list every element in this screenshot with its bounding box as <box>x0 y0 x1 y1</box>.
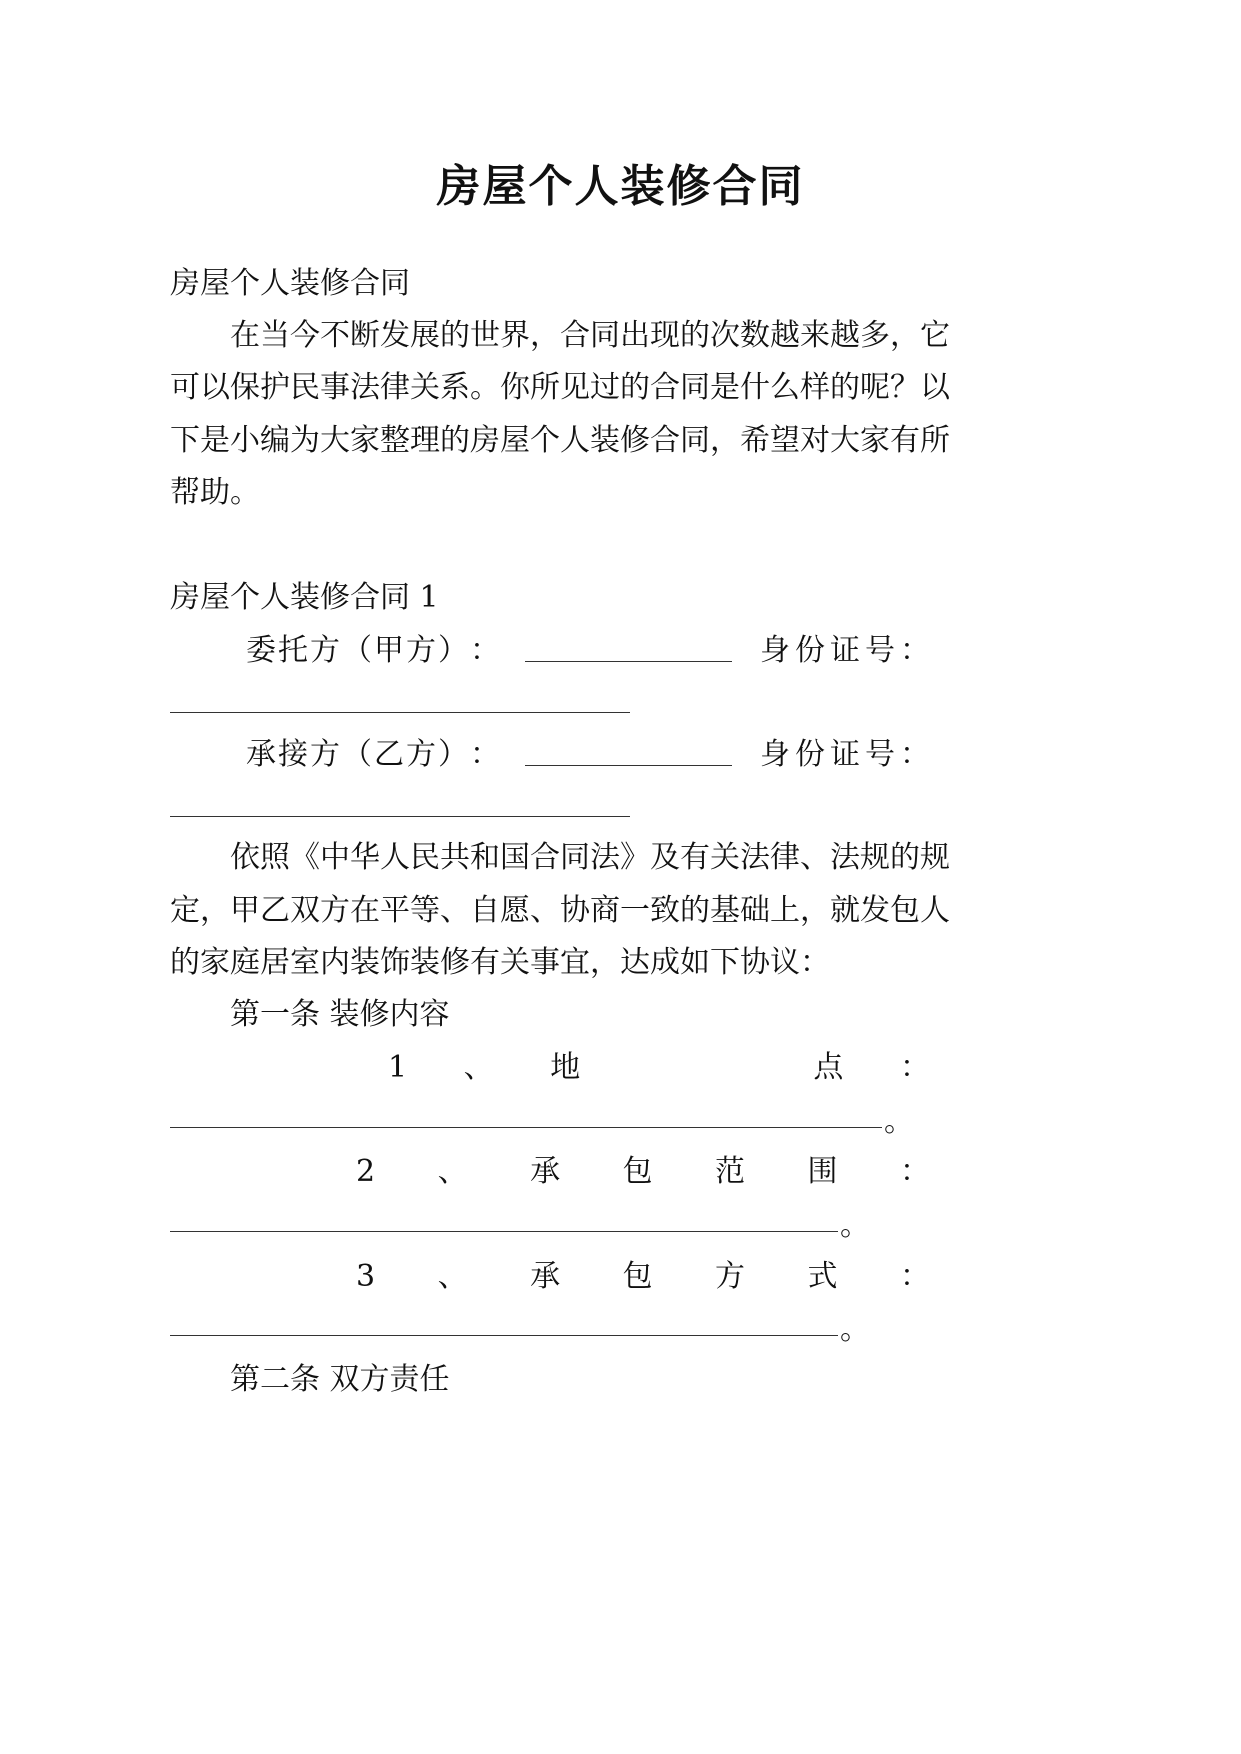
item-3-char: 方 <box>715 1259 746 1294</box>
item-3-char: 式 <box>807 1259 838 1294</box>
party-b-id-char: 号 <box>865 737 895 772</box>
item-1-char: 1 <box>388 1050 408 1085</box>
item-1-char: 、 <box>463 1050 494 1085</box>
item-2-char: 包 <box>622 1154 653 1189</box>
intro-line-4: 帮助。 <box>170 475 260 510</box>
party-b-char: 方 <box>310 737 340 772</box>
party-a-name-blank <box>525 661 732 662</box>
party-b-char: 乙 <box>374 737 404 772</box>
item-3-char: 、 <box>437 1259 468 1294</box>
item-2-end: 。 <box>840 1208 870 1243</box>
item-2-char: 承 <box>530 1154 561 1189</box>
party-a-char: 方 <box>310 633 340 668</box>
party-b-id-char: 份 <box>795 737 825 772</box>
party-a-label <box>246 633 500 669</box>
item-1-label <box>388 1050 930 1086</box>
party-b-name-blank <box>525 765 732 766</box>
item-2-char: ： <box>900 1154 930 1189</box>
article-1-heading: 第一条 装修内容 <box>230 997 450 1032</box>
party-a-id-label <box>760 633 930 669</box>
party-a-char: ） <box>438 633 468 668</box>
item-2-label <box>356 1154 930 1190</box>
party-a-char: ： <box>470 633 500 668</box>
item-3-label <box>356 1259 930 1295</box>
basis-line-3: 的家庭居室内装饰装修有关事宜，达成如下协议： <box>170 945 830 980</box>
party-a-char: （ <box>342 633 372 668</box>
party-a-id-char: ： <box>900 633 930 668</box>
party-a-id-blank <box>170 712 630 713</box>
party-b-label <box>246 737 500 773</box>
section1-heading: 房屋个人装修合同 1 <box>170 580 439 615</box>
item-2-blank <box>170 1231 838 1232</box>
party-a-char: 托 <box>278 633 308 668</box>
party-b-char: （ <box>342 737 372 772</box>
party-b-char: ） <box>438 737 468 772</box>
item-3-end: 。 <box>840 1312 870 1347</box>
party-a-id-char: 份 <box>795 633 825 668</box>
item-1-end: 。 <box>884 1104 914 1139</box>
party-a-char: 甲 <box>374 633 404 668</box>
item-2-char: 、 <box>437 1154 468 1189</box>
party-b-id-char: ： <box>900 737 930 772</box>
item-3-char: 承 <box>530 1259 561 1294</box>
item-1-blank <box>170 1127 882 1128</box>
party-b-char: ： <box>470 737 500 772</box>
party-b-char: 方 <box>406 737 436 772</box>
party-a-id-char: 身 <box>760 633 790 668</box>
item-2-char: 范 <box>715 1154 746 1189</box>
item-1-char: 地 <box>550 1050 581 1085</box>
party-b-id-label <box>760 737 930 773</box>
item-3-blank <box>170 1335 838 1336</box>
intro-line-1: 在当今不断发展的世界，合同出现的次数越来越多，它 <box>230 318 950 353</box>
party-b-id-blank <box>170 816 630 817</box>
item-3-char: 包 <box>622 1259 653 1294</box>
party-a-char: 委 <box>246 633 276 668</box>
item-2-char: 围 <box>807 1154 838 1189</box>
item-3-char: ： <box>900 1259 930 1294</box>
basis-line-2: 定，甲乙双方在平等、自愿、协商一致的基础上，就发包人 <box>170 893 950 928</box>
subtitle: 房屋个人装修合同 <box>170 266 410 301</box>
item-1-char: 点 <box>813 1050 844 1085</box>
party-b-id-char: 身 <box>760 737 790 772</box>
party-a-char: 方 <box>406 633 436 668</box>
item-2-char: 2 <box>356 1154 376 1189</box>
party-a-id-char: 证 <box>830 633 860 668</box>
item-1-char: ： <box>899 1050 930 1085</box>
party-a-id-char: 号 <box>865 633 895 668</box>
document-title: 房屋个人装修合同 <box>436 161 805 212</box>
intro-line-2: 可以保护民事法律关系。你所见过的合同是什么样的呢？以 <box>170 370 950 405</box>
party-b-id-char: 证 <box>830 737 860 772</box>
intro-line-3: 下是小编为大家整理的房屋个人装修合同，希望对大家有所 <box>170 423 950 458</box>
item-3-char: 3 <box>356 1259 376 1294</box>
party-b-char: 承 <box>246 737 276 772</box>
party-b-char: 接 <box>278 737 308 772</box>
article-2-heading: 第二条 双方责任 <box>230 1362 450 1397</box>
basis-line-1: 依照《中华人民共和国合同法》及有关法律、法规的规 <box>230 840 950 875</box>
